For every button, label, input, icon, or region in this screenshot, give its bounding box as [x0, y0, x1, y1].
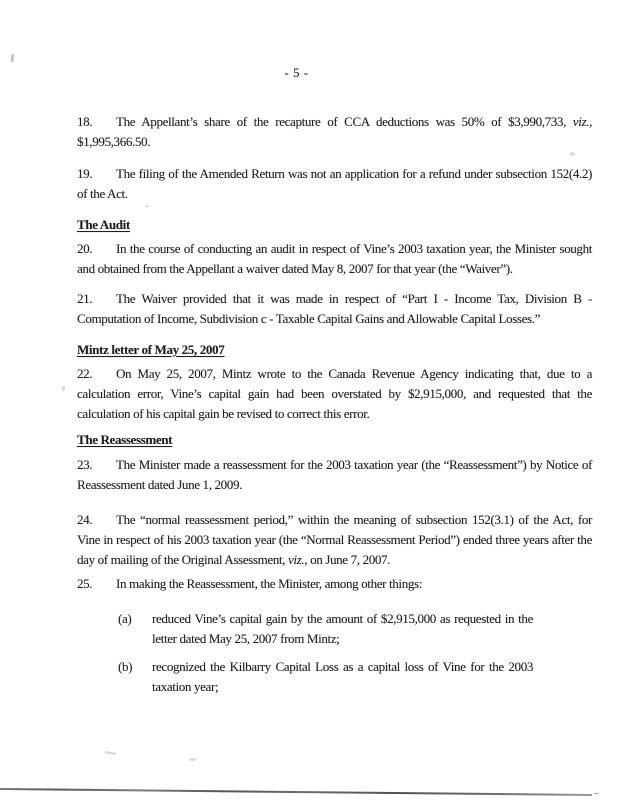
document-content	[77, 63, 592, 697]
paragraph-text: The Waiver provided that it was made in respect of “Part I - Income Tax, Division B - Computation of Income, Subdivision c - Taxable Capital Gains and Allowable Capital Losses.”	[77, 291, 592, 326]
paragraph-25	[77, 574, 592, 594]
paragraph-24	[77, 510, 592, 570]
viz-italic: viz.,	[572, 114, 592, 129]
paragraph-text: on June 7, 2007.	[307, 552, 391, 567]
viz-italic: viz.,	[287, 552, 308, 567]
scan-speck	[11, 54, 15, 62]
scan-line-artifact-end	[594, 793, 599, 794]
paragraph-number: 22.	[77, 366, 93, 381]
paragraph-18	[77, 112, 592, 152]
paragraph-text: In making the Reassessment, the Minister, among other things:	[116, 576, 422, 591]
subparagraph-a	[118, 609, 533, 649]
section-heading-reassessment: The Reassessment	[77, 432, 173, 447]
subparagraph-b	[118, 657, 533, 697]
paragraph-number: 24.	[77, 512, 93, 527]
paragraph-number: 25.	[77, 576, 93, 591]
paragraph-number: 23.	[77, 457, 93, 472]
paragraph-text: On May 25, 2007, Mintz wrote to the Canada Revenue Agency indicating that, due to a calculation error, Vine’s capital gain had been overstated by $2,915,000, and requested that the calculation of his capital gain be revised to correct this error.	[77, 366, 592, 421]
subparagraph-text: reduced Vine’s capital gain by the amount of $2,915,000 as requested in the letter dated May 25, 2007 from Mintz;	[152, 611, 533, 646]
paragraph-19	[77, 164, 592, 204]
paragraph-text: $1,995,366.50.	[77, 134, 151, 149]
paragraph-text: The “normal reassessment period,” within the meaning of subsection 152(3.1) of the Act, for Vine in respect of his 2003 taxation year (the “Normal Reassessment Period”) ended three years after the day of mailing of the Original Assessment,	[77, 512, 592, 567]
scan-speck	[105, 751, 116, 755]
subparagraph-label: (b)	[118, 659, 133, 674]
paragraph-text: In the course of conducting an audit in respect of Vine’s 2003 taxation year, the Minister sought and obtained from the Appellant a waiver dated May 8, 2007 for that year (the “Waiver”).	[77, 241, 592, 276]
subparagraph-label: (a)	[118, 611, 132, 626]
section-heading-audit: The Audit	[77, 217, 130, 232]
paragraph-text: The filing of the Amended Return was not an application for a refund under subsection 152(4.2) of the Act.	[77, 166, 592, 201]
scan-line-artifact	[0, 788, 592, 796]
section-heading-mintz-letter: Mintz letter of May 25, 2007	[77, 342, 225, 357]
paragraph-number: 21.	[77, 291, 93, 306]
paragraph-number: 20.	[77, 241, 93, 256]
paragraph-20	[77, 239, 592, 279]
scan-speck	[62, 386, 65, 391]
paragraph-number: 19.	[77, 166, 93, 181]
scan-speck	[189, 758, 196, 761]
paragraph-number: 18.	[77, 114, 93, 129]
paragraph-23	[77, 455, 592, 495]
paragraph-21	[77, 289, 592, 329]
page-number-header: - 5 -	[284, 65, 309, 80]
paragraph-text: The Appellant’s share of the recapture of CCA deductions was 50% of $3,990,733,	[116, 114, 573, 129]
paragraph-text: The Minister made a reassessment for the 2003 taxation year (the “Reassessment”) by Notice of Reassessment dated June 1, 2009.	[77, 457, 592, 492]
subparagraph-text: recognized the Kilbarry Capital Loss as a capital loss of Vine for the 2003 taxation year;	[152, 659, 533, 694]
paragraph-22	[77, 364, 592, 424]
